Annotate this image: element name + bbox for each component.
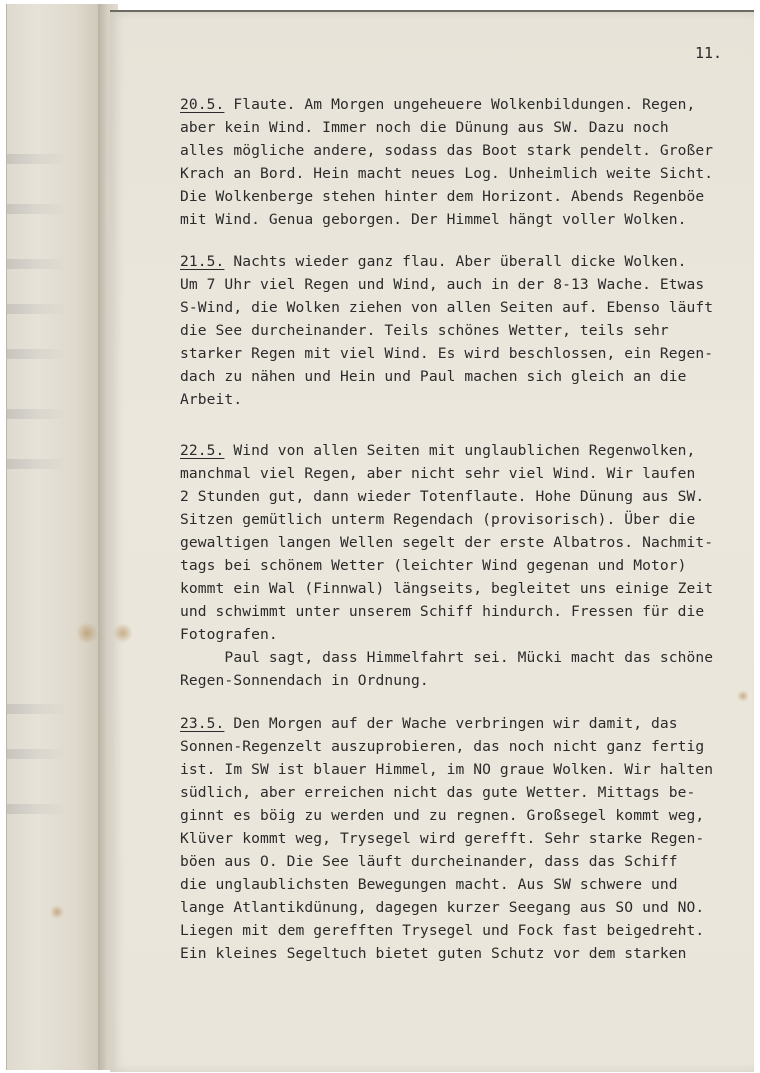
ink-bleed-mark (7, 804, 67, 814)
entry-line: Klüver kommt weg, Trysegel wird gerefft. Sehr starke Regen- (180, 830, 705, 847)
entry-line: Sonnen-Regenzelt auszuprobieren, das noch nicht ganz fertig (180, 738, 705, 755)
entry-line: lange Atlantikdünung, dagegen kurzer Seegang aus SO und NO. (180, 899, 705, 916)
entry-line: mit Wind. Genua geborgen. Der Himmel hängt voller Wolken. (180, 211, 687, 228)
entry-line: ginnt es böig zu werden und zu regnen. Großsegel kommt weg, (180, 807, 705, 824)
entry-line: südlich, aber erreichen nicht das gute Wetter. Mittags be- (180, 784, 696, 801)
page-number: 11. (695, 44, 723, 62)
entry-line: 20.5. Flaute. Am Morgen ungeheuere Wolkenbildungen. Regen, (180, 96, 696, 113)
foxing-spot (113, 623, 133, 643)
entry-line: Paul sagt, dass Himmelfahrt sei. Mücki macht das schöne (180, 649, 714, 666)
entry-date: 23.5. (180, 715, 225, 732)
entry-line: 22.5. Wind von allen Seiten mit unglaublichen Regenwolken, (180, 442, 696, 459)
entry-line: die unglaublichsten Bewegungen macht. Aus SW schwere und (180, 876, 678, 893)
entry-line: Regen-Sonnendach in Ordnung. (180, 672, 429, 689)
diary-entry-20-5 (180, 93, 760, 231)
entry-line: Fotografen. (180, 626, 278, 643)
diary-entry-23-5 (180, 712, 760, 965)
entry-line: Arbeit. (180, 391, 243, 408)
ink-bleed-mark (7, 304, 67, 314)
ink-bleed-mark (7, 259, 67, 269)
entry-line: die See durcheinander. Teils schönes Wetter, teils sehr (180, 322, 669, 339)
ink-bleed-mark (7, 154, 67, 164)
entry-date: 20.5. (180, 96, 225, 113)
entry-line: alles mögliche andere, sodass das Boot stark pendelt. Großer (180, 142, 714, 159)
entry-line: Liegen mit dem gerefften Trysegel und Fock fast beigedreht. (180, 922, 705, 939)
entry-line: aber kein Wind. Immer noch die Dünung aus SW. Dazu noch (180, 119, 669, 136)
entry-line: böen aus O. Die See läuft durcheinander, dass das Schiff (180, 853, 678, 870)
ink-bleed-mark (7, 704, 67, 714)
ink-bleed-mark (7, 409, 67, 419)
entry-line: Sitzen gemütlich unterm Regendach (provisorisch). Über die (180, 511, 696, 528)
foxing-spot (76, 622, 98, 644)
entry-line: 21.5. Nachts wieder ganz flau. Aber überall dicke Wolken. (180, 253, 687, 270)
entry-line: starker Regen mit viel Wind. Es wird beschlossen, ein Regen- (180, 345, 714, 362)
entry-line: S-Wind, die Wolken ziehen von allen Seiten auf. Ebenso läuft (180, 299, 714, 316)
ink-bleed-mark (7, 204, 67, 214)
foxing-spot (50, 905, 64, 919)
diary-entry-22-5 (180, 439, 760, 692)
entry-line: 23.5. Den Morgen auf der Wache verbringen wir damit, das (180, 715, 678, 732)
entry-date: 21.5. (180, 253, 225, 270)
entry-line: Um 7 Uhr viel Regen und Wind, auch in der 8-13 Wache. Etwas (180, 276, 705, 293)
ink-bleed-mark (7, 459, 67, 469)
entry-line: 2 Stunden gut, dann wieder Totenflaute. Hohe Dünung aus SW. (180, 488, 705, 505)
entry-line: gewaltigen langen Wellen segelt der erste Albatros. Nachmit- (180, 534, 714, 551)
entry-line: manchmal viel Regen, aber nicht sehr viel Wind. Wir laufen (180, 465, 696, 482)
ink-bleed-mark (7, 349, 67, 359)
entry-line: Krach an Bord. Hein macht neues Log. Unheimlich weite Sicht. (180, 165, 714, 182)
ink-bleed-mark (7, 749, 67, 759)
entry-date: 22.5. (180, 442, 225, 459)
entry-line: und schwimmt unter unserem Schiff hindurch. Fressen für die (180, 603, 705, 620)
entry-line: ist. Im SW ist blauer Himmel, im NO graue Wolken. Wir halten (180, 761, 714, 778)
entry-line: kommt ein Wal (Finnwal) längseits, begleitet uns einige Zeit (180, 580, 714, 597)
diary-entry-21-5 (180, 250, 760, 411)
entry-line: tags bei schönem Wetter (leichter Wind gegenan und Motor) (180, 557, 687, 574)
entry-line: dach zu nähen und Hein und Paul machen sich gleich an die (180, 368, 687, 385)
entry-line: Die Wolkenberge stehen hinter dem Horizont. Abends Regenböe (180, 188, 705, 205)
entry-line: Ein kleines Segeltuch bietet guten Schutz vor dem starken (180, 945, 687, 962)
